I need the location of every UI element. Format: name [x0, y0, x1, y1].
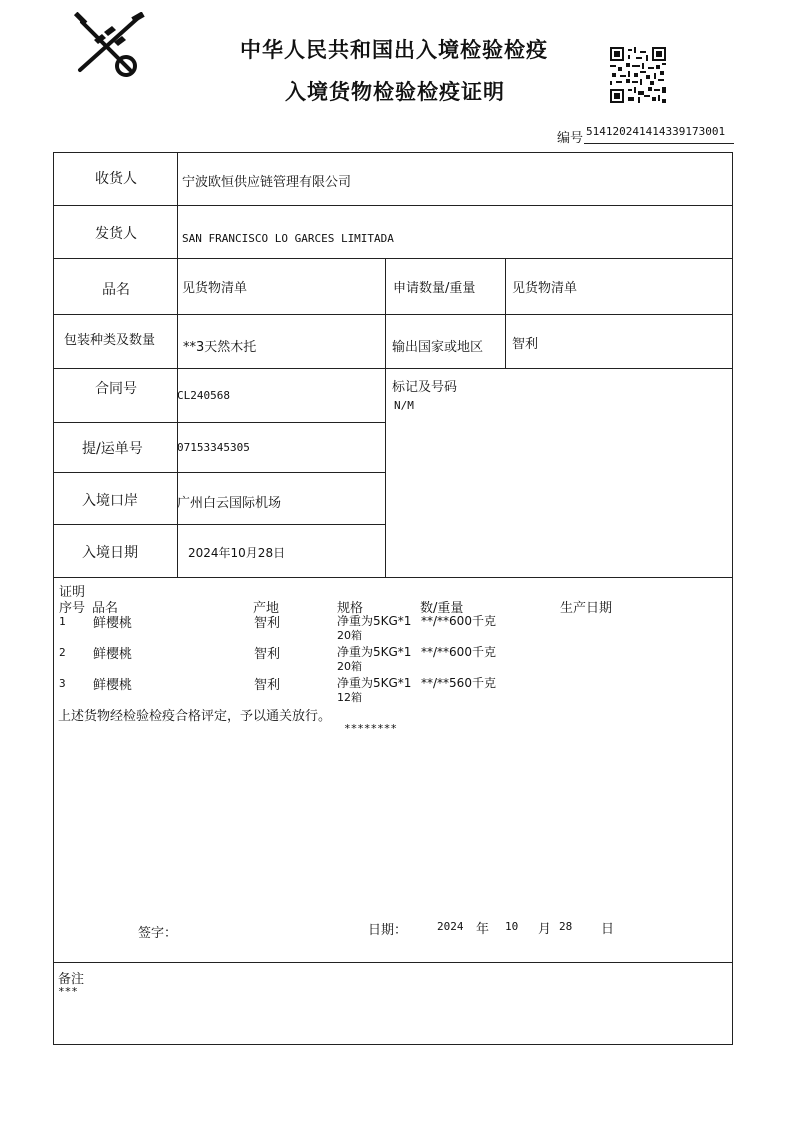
table-row-spec-count: 20箱	[337, 660, 362, 673]
row-divider	[53, 205, 733, 206]
issue-date-year-unit: 年	[476, 922, 490, 937]
col-header-origin: 产地	[253, 601, 280, 616]
table-row-spec: 净重为5KG*1	[337, 676, 412, 690]
table-row-no: 2	[59, 646, 66, 659]
table-row-name: 鲜樱桃	[93, 616, 133, 631]
row-divider	[53, 314, 733, 315]
row-divider	[53, 962, 733, 963]
consignee-value: 宁波欧恒供应链管理有限公司	[182, 175, 352, 190]
packaging-label: 包装种类及数量	[64, 333, 156, 348]
entry-date-value: 2024年10月28日	[188, 546, 286, 560]
table-row-origin: 智利	[254, 678, 281, 693]
table-row-spec-count: 20箱	[337, 629, 362, 642]
col-header-qty: 数/重量	[420, 601, 464, 616]
issue-date-month-unit: 月	[538, 922, 552, 937]
document-title-line1: 中华人民共和国出入境检验检疫	[240, 38, 548, 62]
origin-country-label: 输出国家或地区	[392, 340, 484, 355]
certificate-section-label: 证明	[59, 585, 86, 600]
certificate-number-value: 514120241414339173001	[586, 125, 726, 138]
document-title-line2: 入境货物检验检疫证明	[285, 80, 505, 104]
table-row-no: 1	[59, 615, 66, 628]
quantity-value: 见货物清单	[512, 281, 578, 296]
issue-date-label: 日期：	[368, 923, 408, 938]
entry-port-value: 广州白云国际机场	[177, 496, 282, 511]
bill-of-lading-value: 07153345305	[177, 441, 250, 454]
col-header-name: 品名	[92, 601, 119, 616]
row-divider	[53, 258, 733, 259]
row-divider	[53, 422, 385, 423]
inspection-statement: 上述货物经检验检疫合格评定，予以通关放行。	[58, 709, 332, 724]
statement-terminator: ********	[344, 722, 397, 735]
entry-port-label: 入境口岸	[82, 493, 138, 509]
goods-label: 品名	[102, 282, 130, 298]
table-row-name: 鲜樱桃	[93, 678, 133, 693]
table-row-origin: 智利	[254, 647, 281, 662]
row-divider	[53, 524, 385, 525]
packaging-value: **3天然木托	[183, 340, 257, 355]
issue-date-year: 2024	[437, 920, 464, 933]
column-divider	[177, 152, 178, 577]
issue-date-month: 10	[505, 920, 519, 933]
table-row-qty: **/**600千克	[421, 645, 496, 659]
entry-date-label: 入境日期	[82, 545, 138, 561]
signature-label: 签字：	[138, 926, 178, 941]
remarks-value: ***	[58, 985, 78, 998]
col-header-no: 序号	[59, 601, 86, 616]
remarks-label: 备注	[58, 972, 85, 987]
marks-label: 标记及号码	[392, 380, 458, 395]
column-divider	[505, 258, 506, 368]
table-row-qty: **/**600千克	[421, 614, 496, 628]
column-divider	[385, 258, 386, 577]
goods-value: 见货物清单	[182, 281, 248, 296]
consignor-label: 发货人	[95, 226, 137, 242]
contract-value: CL240568	[177, 389, 230, 402]
qr-code	[610, 47, 666, 103]
col-header-production-date: 生产日期	[560, 601, 613, 616]
number-underline	[584, 143, 734, 144]
row-divider	[53, 472, 385, 473]
consignor-value: SAN FRANCISCO LO GARCES LIMITADA	[182, 232, 394, 245]
bill-of-lading-label: 提/运单号	[82, 441, 143, 457]
table-row-no: 3	[59, 677, 66, 690]
consignee-label: 收货人	[95, 171, 137, 187]
marks-value: N/M	[394, 399, 414, 412]
contract-label: 合同号	[95, 381, 137, 397]
table-row-name: 鲜樱桃	[93, 647, 133, 662]
table-row-qty: **/**560千克	[421, 676, 496, 690]
table-row-spec: 净重为5KG*1	[337, 645, 412, 659]
col-header-spec: 规格	[337, 601, 364, 616]
table-row-origin: 智利	[254, 616, 281, 631]
ciq-emblem-logo	[70, 12, 150, 80]
certificate-number-label: 编号	[557, 131, 584, 146]
issue-date-day-unit: 日	[601, 922, 615, 937]
table-row-spec-count: 12箱	[337, 691, 362, 704]
row-divider	[53, 368, 733, 369]
table-row-spec: 净重为5KG*1	[337, 614, 412, 628]
issue-date-day: 28	[559, 920, 573, 933]
quantity-label: 申请数量/重量	[393, 281, 476, 296]
row-divider	[53, 577, 733, 578]
origin-country-value: 智利	[512, 337, 539, 352]
